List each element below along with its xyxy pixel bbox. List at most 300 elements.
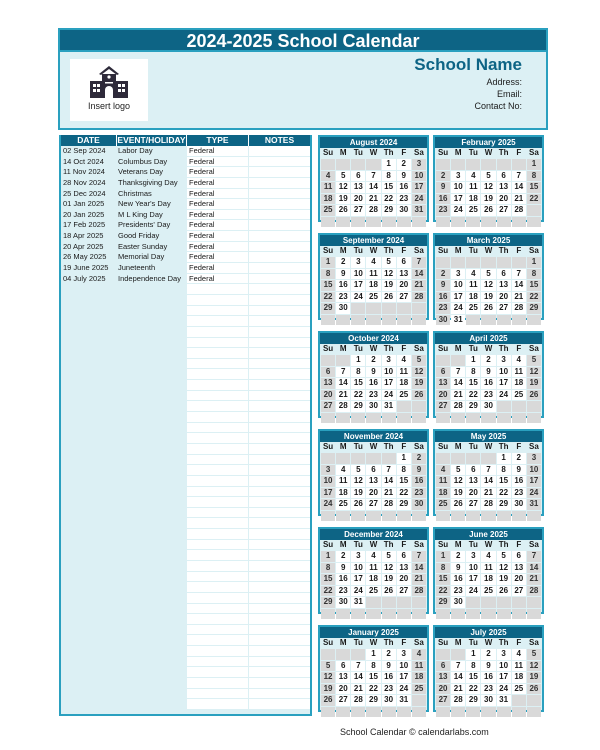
type-cell[interactable]: Federal xyxy=(186,146,248,157)
day-cell[interactable]: 26 xyxy=(481,205,495,216)
notes-cell[interactable] xyxy=(248,242,310,253)
day-cell[interactable]: 28 xyxy=(451,401,465,412)
day-cell[interactable]: 31 xyxy=(527,499,541,510)
type-cell[interactable] xyxy=(186,635,248,646)
day-cell[interactable]: 18 xyxy=(481,574,495,585)
type-cell[interactable] xyxy=(186,657,248,668)
day-cell[interactable]: 5 xyxy=(351,465,365,476)
day-cell[interactable]: 16 xyxy=(512,476,526,487)
day-cell[interactable]: 14 xyxy=(451,378,465,389)
day-cell[interactable]: 27 xyxy=(497,205,511,216)
notes-cell[interactable] xyxy=(248,274,310,285)
day-cell[interactable]: 5 xyxy=(481,269,495,280)
day-cell[interactable]: 8 xyxy=(466,661,480,672)
day-cell[interactable]: 21 xyxy=(351,684,365,695)
day-cell[interactable]: 30 xyxy=(512,499,526,510)
event-cell[interactable]: Memorial Day xyxy=(118,252,165,262)
day-cell[interactable]: 23 xyxy=(382,684,396,695)
event-cell[interactable] xyxy=(116,497,186,508)
day-cell[interactable]: 24 xyxy=(527,488,541,499)
day-cell[interactable]: 25 xyxy=(481,586,495,597)
type-cell[interactable] xyxy=(186,401,248,412)
day-cell[interactable]: 16 xyxy=(481,378,495,389)
date-cell[interactable] xyxy=(61,316,116,327)
day-cell[interactable]: 8 xyxy=(527,269,541,280)
day-cell[interactable]: 20 xyxy=(351,194,365,205)
event-cell[interactable]: Columbus Day xyxy=(118,156,168,166)
day-cell[interactable]: 11 xyxy=(481,563,495,574)
day-cell[interactable]: 19 xyxy=(481,194,495,205)
day-cell[interactable]: 12 xyxy=(351,476,365,487)
day-cell[interactable]: 26 xyxy=(527,684,541,695)
day-cell[interactable]: 18 xyxy=(366,574,380,585)
event-cell[interactable] xyxy=(116,518,186,529)
type-cell[interactable] xyxy=(186,497,248,508)
day-cell[interactable]: 29 xyxy=(397,499,411,510)
day-cell[interactable]: 17 xyxy=(527,476,541,487)
day-cell[interactable]: 13 xyxy=(397,269,411,280)
day-cell[interactable]: 17 xyxy=(451,194,465,205)
day-cell[interactable]: 17 xyxy=(397,672,411,683)
event-cell[interactable] xyxy=(116,529,186,540)
notes-cell[interactable] xyxy=(248,540,310,551)
day-cell[interactable]: 20 xyxy=(497,194,511,205)
day-cell[interactable]: 23 xyxy=(412,488,426,499)
day-cell[interactable]: 8 xyxy=(351,367,365,378)
day-cell[interactable]: 28 xyxy=(382,499,396,510)
date-cell[interactable] xyxy=(61,582,116,593)
day-cell[interactable]: 6 xyxy=(397,257,411,268)
day-cell[interactable]: 26 xyxy=(382,292,396,303)
day-cell[interactable]: 3 xyxy=(412,159,426,170)
date-cell[interactable] xyxy=(61,678,116,689)
type-cell[interactable] xyxy=(186,625,248,636)
date-cell[interactable]: 20 Apr 2025 xyxy=(63,241,104,251)
notes-cell[interactable] xyxy=(248,348,310,359)
day-cell[interactable]: 18 xyxy=(466,194,480,205)
type-cell[interactable] xyxy=(186,380,248,391)
day-cell[interactable]: 2 xyxy=(481,649,495,660)
date-cell[interactable]: 02 Sep 2024 xyxy=(63,146,106,155)
day-cell[interactable]: 18 xyxy=(336,488,350,499)
day-cell[interactable]: 30 xyxy=(481,695,495,706)
day-cell[interactable]: 7 xyxy=(382,465,396,476)
day-cell[interactable]: 9 xyxy=(382,661,396,672)
day-cell[interactable]: 11 xyxy=(412,661,426,672)
date-cell[interactable] xyxy=(61,646,116,657)
day-cell[interactable]: 1 xyxy=(497,453,511,464)
day-cell[interactable]: 2 xyxy=(366,355,380,366)
day-cell[interactable]: 28 xyxy=(336,401,350,412)
day-cell[interactable]: 25 xyxy=(436,499,450,510)
day-cell[interactable]: 17 xyxy=(412,182,426,193)
day-cell[interactable]: 31 xyxy=(412,205,426,216)
day-cell[interactable]: 6 xyxy=(512,551,526,562)
event-cell[interactable] xyxy=(116,667,186,678)
day-cell[interactable]: 29 xyxy=(321,597,335,608)
notes-cell[interactable] xyxy=(248,359,310,370)
day-cell[interactable]: 19 xyxy=(412,378,426,389)
day-cell[interactable]: 1 xyxy=(436,551,450,562)
event-cell[interactable] xyxy=(116,306,186,317)
day-cell[interactable]: 20 xyxy=(436,390,450,401)
day-cell[interactable]: 26 xyxy=(527,390,541,401)
event-cell[interactable] xyxy=(116,561,186,572)
day-cell[interactable]: 26 xyxy=(412,390,426,401)
day-cell[interactable]: 18 xyxy=(412,672,426,683)
day-cell[interactable]: 21 xyxy=(336,390,350,401)
notes-cell[interactable] xyxy=(248,220,310,231)
event-cell[interactable]: Independence Day xyxy=(118,273,181,283)
day-cell[interactable]: 16 xyxy=(436,194,450,205)
day-cell[interactable]: 14 xyxy=(512,182,526,193)
day-cell[interactable]: 30 xyxy=(336,303,350,314)
day-cell[interactable]: 13 xyxy=(497,280,511,291)
day-cell[interactable]: 12 xyxy=(382,269,396,280)
day-cell[interactable]: 10 xyxy=(497,661,511,672)
event-cell[interactable] xyxy=(116,550,186,561)
notes-cell[interactable] xyxy=(248,252,310,263)
day-cell[interactable]: 17 xyxy=(382,378,396,389)
day-cell[interactable]: 29 xyxy=(497,499,511,510)
day-cell[interactable]: 4 xyxy=(512,355,526,366)
day-cell[interactable]: 26 xyxy=(382,586,396,597)
day-cell[interactable]: 15 xyxy=(527,182,541,193)
day-cell[interactable]: 3 xyxy=(497,649,511,660)
event-cell[interactable]: Presidents' Day xyxy=(118,220,171,230)
logo-placeholder[interactable] xyxy=(70,59,148,121)
notes-cell[interactable] xyxy=(248,635,310,646)
day-cell[interactable]: 13 xyxy=(336,672,350,683)
day-cell[interactable]: 1 xyxy=(397,453,411,464)
day-cell[interactable]: 19 xyxy=(382,280,396,291)
notes-cell[interactable] xyxy=(248,199,310,210)
day-cell[interactable]: 19 xyxy=(382,574,396,585)
type-cell[interactable] xyxy=(186,540,248,551)
type-cell[interactable] xyxy=(186,412,248,423)
day-cell[interactable]: 22 xyxy=(366,684,380,695)
day-cell[interactable]: 8 xyxy=(321,563,335,574)
date-cell[interactable]: 20 Jan 2025 xyxy=(63,209,105,219)
day-cell[interactable]: 9 xyxy=(412,465,426,476)
notes-cell[interactable] xyxy=(248,231,310,242)
type-cell[interactable] xyxy=(186,550,248,561)
day-cell[interactable]: 22 xyxy=(527,194,541,205)
day-cell[interactable]: 15 xyxy=(321,574,335,585)
day-cell[interactable]: 27 xyxy=(366,499,380,510)
day-cell[interactable]: 2 xyxy=(436,171,450,182)
day-cell[interactable]: 16 xyxy=(436,292,450,303)
type-cell[interactable]: Federal xyxy=(186,242,248,253)
date-cell[interactable]: 19 June 2025 xyxy=(63,263,109,273)
date-cell[interactable] xyxy=(61,508,116,519)
day-cell[interactable]: 1 xyxy=(527,257,541,268)
date-cell[interactable] xyxy=(61,699,116,710)
day-cell[interactable]: 29 xyxy=(382,205,396,216)
day-cell[interactable]: 2 xyxy=(336,551,350,562)
notes-cell[interactable] xyxy=(248,369,310,380)
event-cell[interactable] xyxy=(116,625,186,636)
type-cell[interactable] xyxy=(186,295,248,306)
day-cell[interactable]: 19 xyxy=(527,378,541,389)
day-cell[interactable]: 6 xyxy=(397,551,411,562)
day-cell[interactable]: 22 xyxy=(321,586,335,597)
day-cell[interactable]: 10 xyxy=(497,367,511,378)
day-cell[interactable]: 27 xyxy=(336,695,350,706)
date-cell[interactable] xyxy=(61,572,116,583)
notes-cell[interactable] xyxy=(248,476,310,487)
day-cell[interactable]: 18 xyxy=(466,292,480,303)
day-cell[interactable]: 23 xyxy=(512,488,526,499)
event-cell[interactable] xyxy=(116,699,186,710)
day-cell[interactable]: 21 xyxy=(451,684,465,695)
day-cell[interactable]: 8 xyxy=(527,171,541,182)
day-cell[interactable]: 17 xyxy=(351,574,365,585)
day-cell[interactable]: 4 xyxy=(466,269,480,280)
day-cell[interactable]: 14 xyxy=(336,378,350,389)
day-cell[interactable]: 9 xyxy=(336,269,350,280)
type-cell[interactable] xyxy=(186,487,248,498)
day-cell[interactable]: 8 xyxy=(382,171,396,182)
day-cell[interactable]: 27 xyxy=(397,586,411,597)
date-cell[interactable]: 26 May 2025 xyxy=(63,252,107,262)
day-cell[interactable]: 23 xyxy=(451,586,465,597)
date-cell[interactable]: 25 Dec 2024 xyxy=(63,188,106,198)
day-cell[interactable]: 20 xyxy=(321,390,335,401)
notes-cell[interactable] xyxy=(248,508,310,519)
day-cell[interactable]: 29 xyxy=(351,401,365,412)
event-cell[interactable] xyxy=(116,284,186,295)
day-cell[interactable]: 5 xyxy=(497,551,511,562)
notes-cell[interactable] xyxy=(248,210,310,221)
day-cell[interactable]: 8 xyxy=(436,563,450,574)
day-cell[interactable]: 24 xyxy=(351,586,365,597)
day-cell[interactable]: 7 xyxy=(412,257,426,268)
day-cell[interactable]: 31 xyxy=(351,597,365,608)
day-cell[interactable]: 10 xyxy=(412,171,426,182)
day-cell[interactable]: 6 xyxy=(321,367,335,378)
event-cell[interactable] xyxy=(116,540,186,551)
type-cell[interactable]: Federal xyxy=(186,167,248,178)
day-cell[interactable]: 9 xyxy=(436,280,450,291)
date-cell[interactable] xyxy=(61,604,116,615)
event-cell[interactable] xyxy=(116,646,186,657)
day-cell[interactable]: 11 xyxy=(466,280,480,291)
day-cell[interactable]: 31 xyxy=(451,315,465,326)
day-cell[interactable]: 4 xyxy=(412,649,426,660)
date-cell[interactable] xyxy=(61,327,116,338)
notes-cell[interactable] xyxy=(248,295,310,306)
day-cell[interactable]: 20 xyxy=(397,280,411,291)
day-cell[interactable]: 30 xyxy=(397,205,411,216)
day-cell[interactable]: 30 xyxy=(366,401,380,412)
day-cell[interactable]: 5 xyxy=(481,171,495,182)
day-cell[interactable]: 13 xyxy=(436,672,450,683)
day-cell[interactable]: 15 xyxy=(436,574,450,585)
day-cell[interactable]: 12 xyxy=(497,563,511,574)
day-cell[interactable]: 1 xyxy=(527,159,541,170)
type-cell[interactable] xyxy=(186,465,248,476)
day-cell[interactable]: 13 xyxy=(466,476,480,487)
day-cell[interactable]: 2 xyxy=(412,453,426,464)
day-cell[interactable]: 9 xyxy=(366,367,380,378)
notes-cell[interactable] xyxy=(248,646,310,657)
day-cell[interactable]: 21 xyxy=(412,574,426,585)
date-cell[interactable] xyxy=(61,529,116,540)
date-cell[interactable] xyxy=(61,284,116,295)
date-cell[interactable]: 04 July 2025 xyxy=(63,273,106,283)
day-cell[interactable]: 3 xyxy=(451,269,465,280)
day-cell[interactable]: 15 xyxy=(397,476,411,487)
date-cell[interactable] xyxy=(61,476,116,487)
type-cell[interactable]: Federal xyxy=(186,252,248,263)
notes-cell[interactable] xyxy=(248,380,310,391)
date-cell[interactable] xyxy=(61,423,116,434)
day-cell[interactable]: 4 xyxy=(436,465,450,476)
day-cell[interactable]: 16 xyxy=(451,574,465,585)
event-cell[interactable] xyxy=(116,380,186,391)
event-cell[interactable] xyxy=(116,678,186,689)
type-cell[interactable] xyxy=(186,423,248,434)
event-cell[interactable] xyxy=(116,593,186,604)
notes-cell[interactable] xyxy=(248,572,310,583)
event-cell[interactable] xyxy=(116,465,186,476)
day-cell[interactable]: 16 xyxy=(412,476,426,487)
day-cell[interactable]: 28 xyxy=(512,303,526,314)
day-cell[interactable]: 8 xyxy=(321,269,335,280)
day-cell[interactable]: 2 xyxy=(451,551,465,562)
type-cell[interactable]: Federal xyxy=(186,220,248,231)
day-cell[interactable]: 14 xyxy=(412,269,426,280)
day-cell[interactable]: 19 xyxy=(497,574,511,585)
day-cell[interactable]: 14 xyxy=(351,672,365,683)
type-cell[interactable] xyxy=(186,327,248,338)
date-cell[interactable]: 18 Apr 2025 xyxy=(63,231,104,241)
day-cell[interactable]: 10 xyxy=(351,269,365,280)
date-cell[interactable] xyxy=(61,550,116,561)
day-cell[interactable]: 10 xyxy=(527,465,541,476)
day-cell[interactable]: 17 xyxy=(466,574,480,585)
notes-cell[interactable] xyxy=(248,146,310,157)
day-cell[interactable]: 8 xyxy=(366,661,380,672)
day-cell[interactable]: 7 xyxy=(512,269,526,280)
day-cell[interactable]: 14 xyxy=(382,476,396,487)
day-cell[interactable]: 1 xyxy=(382,159,396,170)
day-cell[interactable]: 17 xyxy=(497,672,511,683)
day-cell[interactable]: 4 xyxy=(481,551,495,562)
day-cell[interactable]: 22 xyxy=(321,292,335,303)
day-cell[interactable]: 25 xyxy=(321,205,335,216)
day-cell[interactable]: 29 xyxy=(321,303,335,314)
day-cell[interactable]: 13 xyxy=(436,378,450,389)
day-cell[interactable]: 15 xyxy=(466,672,480,683)
day-cell[interactable]: 10 xyxy=(321,476,335,487)
day-cell[interactable]: 1 xyxy=(366,649,380,660)
notes-cell[interactable] xyxy=(248,518,310,529)
day-cell[interactable]: 29 xyxy=(436,597,450,608)
notes-cell[interactable] xyxy=(248,338,310,349)
day-cell[interactable]: 23 xyxy=(336,292,350,303)
day-cell[interactable]: 26 xyxy=(451,499,465,510)
event-cell[interactable] xyxy=(116,614,186,625)
day-cell[interactable]: 18 xyxy=(512,378,526,389)
date-cell[interactable] xyxy=(61,657,116,668)
type-cell[interactable] xyxy=(186,476,248,487)
day-cell[interactable]: 25 xyxy=(466,303,480,314)
notes-cell[interactable] xyxy=(248,582,310,593)
day-cell[interactable]: 3 xyxy=(527,453,541,464)
notes-cell[interactable] xyxy=(248,401,310,412)
day-cell[interactable]: 12 xyxy=(412,367,426,378)
notes-cell[interactable] xyxy=(248,689,310,700)
type-cell[interactable] xyxy=(186,391,248,402)
event-cell[interactable]: Labor Day xyxy=(118,146,153,155)
day-cell[interactable]: 6 xyxy=(466,465,480,476)
day-cell[interactable]: 22 xyxy=(382,194,396,205)
date-cell[interactable] xyxy=(61,667,116,678)
day-cell[interactable]: 25 xyxy=(366,292,380,303)
day-cell[interactable]: 3 xyxy=(351,257,365,268)
day-cell[interactable]: 19 xyxy=(336,194,350,205)
day-cell[interactable]: 29 xyxy=(466,695,480,706)
day-cell[interactable]: 21 xyxy=(512,194,526,205)
notes-cell[interactable] xyxy=(248,444,310,455)
day-cell[interactable]: 3 xyxy=(382,355,396,366)
day-cell[interactable]: 22 xyxy=(466,684,480,695)
event-cell[interactable] xyxy=(116,433,186,444)
day-cell[interactable]: 24 xyxy=(382,390,396,401)
day-cell[interactable]: 21 xyxy=(382,488,396,499)
day-cell[interactable]: 4 xyxy=(366,551,380,562)
day-cell[interactable]: 26 xyxy=(497,586,511,597)
date-cell[interactable]: 01 Jan 2025 xyxy=(63,199,105,209)
event-cell[interactable] xyxy=(116,423,186,434)
day-cell[interactable]: 27 xyxy=(436,401,450,412)
day-cell[interactable]: 9 xyxy=(436,182,450,193)
day-cell[interactable]: 31 xyxy=(382,401,396,412)
day-cell[interactable]: 11 xyxy=(321,182,335,193)
day-cell[interactable]: 28 xyxy=(351,695,365,706)
day-cell[interactable]: 25 xyxy=(366,586,380,597)
notes-cell[interactable] xyxy=(248,391,310,402)
date-cell[interactable] xyxy=(61,625,116,636)
date-cell[interactable] xyxy=(61,401,116,412)
day-cell[interactable]: 13 xyxy=(512,563,526,574)
day-cell[interactable]: 21 xyxy=(512,292,526,303)
day-cell[interactable]: 22 xyxy=(527,292,541,303)
day-cell[interactable]: 14 xyxy=(412,563,426,574)
type-cell[interactable] xyxy=(186,306,248,317)
day-cell[interactable]: 9 xyxy=(397,171,411,182)
day-cell[interactable]: 15 xyxy=(382,182,396,193)
type-cell[interactable] xyxy=(186,529,248,540)
type-cell[interactable] xyxy=(186,572,248,583)
day-cell[interactable]: 5 xyxy=(382,257,396,268)
day-cell[interactable]: 15 xyxy=(321,280,335,291)
day-cell[interactable]: 6 xyxy=(436,367,450,378)
date-cell[interactable] xyxy=(61,338,116,349)
type-cell[interactable]: Federal xyxy=(186,274,248,285)
notes-cell[interactable] xyxy=(248,625,310,636)
event-cell[interactable] xyxy=(116,348,186,359)
day-cell[interactable]: 21 xyxy=(451,390,465,401)
event-cell[interactable]: Thanksgiving Day xyxy=(118,177,178,187)
notes-cell[interactable] xyxy=(248,497,310,508)
day-cell[interactable]: 7 xyxy=(412,551,426,562)
day-cell[interactable]: 3 xyxy=(321,465,335,476)
day-cell[interactable]: 18 xyxy=(512,672,526,683)
day-cell[interactable]: 20 xyxy=(366,488,380,499)
